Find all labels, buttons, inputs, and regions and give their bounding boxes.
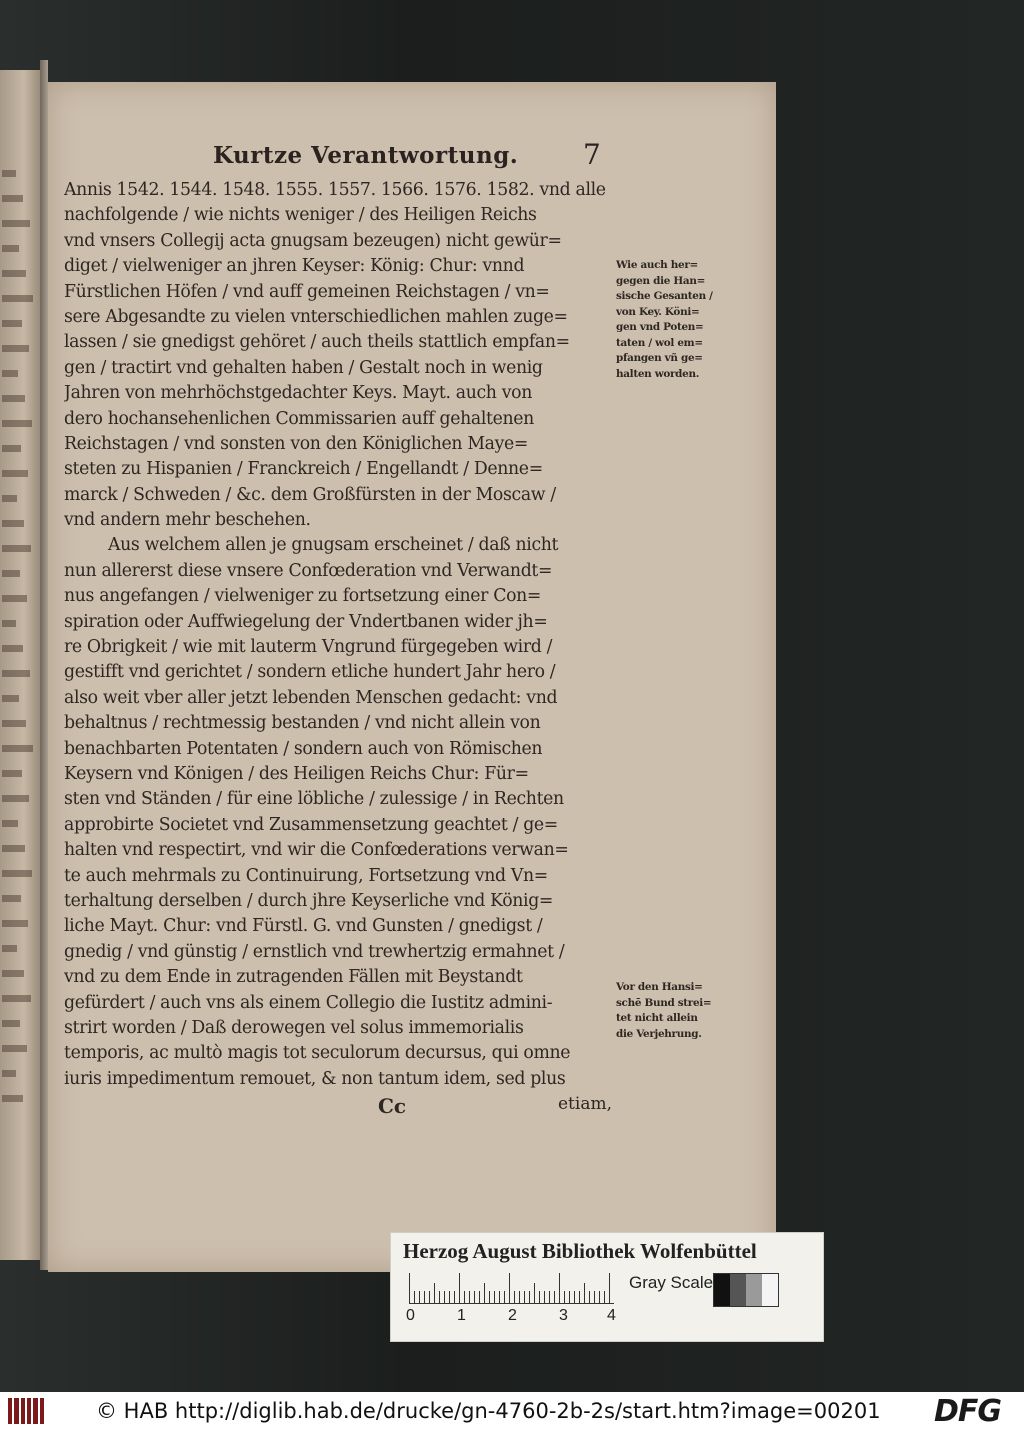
text-line: re Obrigkeit / wie mit lauterm Vngrund fürgegeben wird / (64, 637, 553, 658)
ruler-tick (579, 1291, 580, 1303)
ruler-tick (474, 1291, 475, 1303)
text-line: vnd vnsers Collegij acta gnugsam bezeugen) nicht gewür= (64, 230, 562, 251)
text-line: iuris impedimentum remouet, & non tantum idem, sed plus (64, 1068, 566, 1089)
ruler-tick (589, 1291, 590, 1303)
text-line: halten vnd respectirt, vnd wir die Confœderations verwan= (64, 840, 569, 861)
ruler-tick (509, 1273, 510, 1303)
ruler-tick (529, 1291, 530, 1303)
adjacent-page-text-mark (2, 195, 23, 202)
text-line: diget / vielweniger an jhren Keyser: König: Chur: vnnd (64, 256, 525, 277)
text-line: lassen / sie gnedigst gehöret / auch theils stattlich empfan= (64, 332, 570, 353)
adjacent-page-text-mark (2, 520, 24, 527)
signature-mark: Cc (378, 1094, 407, 1118)
adjacent-page-text-mark (2, 445, 21, 452)
adjacent-page-text-mark (2, 720, 26, 727)
ruler-tick (484, 1283, 485, 1303)
ruler-tick (544, 1291, 545, 1303)
ruler-tick (439, 1291, 440, 1303)
adjacent-page-text-mark (2, 245, 19, 252)
ruler-tick (469, 1291, 470, 1303)
text-line: dero hochansehenlichen Commissarien auff gehaltenen (64, 408, 534, 429)
adjacent-page-text-mark (2, 620, 16, 627)
adjacent-page-text-mark (2, 1045, 27, 1052)
text-line: also weit vber aller jetzt lebenden Menschen gedacht: vnd (64, 687, 558, 708)
ruler-tick (534, 1283, 535, 1303)
gray-scale-card (390, 1232, 824, 1342)
ruler-number: 2 (508, 1307, 517, 1324)
adjacent-page-text-mark (2, 345, 29, 352)
gray-scale-swatches (713, 1273, 779, 1307)
ruler-tick (564, 1291, 565, 1303)
text-line: nus angefangen / vielweniger zu fortsetzung einer Con= (64, 586, 542, 607)
text-line: nun allererst diese vnsere Confœderation vnd Verwandt= (64, 560, 553, 581)
text-line: marck / Schweden / &c. dem Großfürsten in der Moscaw / (64, 484, 556, 505)
adjacent-page-text-mark (2, 220, 30, 227)
ruler-tick (604, 1291, 605, 1303)
adjacent-page-text-mark (2, 695, 19, 702)
ruler-tick (489, 1291, 490, 1303)
margin-note-line: sische Gesanten / (616, 290, 713, 302)
adjacent-page-text-mark (2, 320, 22, 327)
margin-note-2 (616, 980, 738, 1042)
ruler-tick (459, 1273, 460, 1303)
adjacent-page-text-mark (2, 820, 18, 827)
ruler-tick (599, 1291, 600, 1303)
gray-swatch (762, 1274, 778, 1306)
running-title: Kurtze Verantwortung. (213, 142, 519, 169)
text-line: steten zu Hispanien / Franckreich / Engellandt / Denne= (64, 459, 543, 480)
margin-note-line: gegen die Han= (616, 274, 705, 287)
margin-note-line: halten worden. (616, 367, 700, 380)
text-line: sere Abgesandte zu vielen vnterschiedlichen mahlen zuge= (64, 306, 568, 327)
ruler-tick (414, 1291, 415, 1303)
margin-note-line: Vor den Hansi= (616, 981, 703, 993)
adjacent-page-text-mark (2, 420, 32, 427)
margin-note-line: taten / wol em= (616, 336, 703, 349)
text-line: gen / tractirt vnd gehalten haben / Gestalt noch in wenig (64, 357, 543, 378)
text-line: vnd zu dem Ende in zutragenden Fällen mit Beystandt (64, 967, 523, 988)
adjacent-page-edge (0, 70, 40, 1260)
adjacent-page-text-mark (2, 870, 32, 877)
adjacent-page-text-mark (2, 970, 24, 977)
text-line: Jahren von mehrhöchstgedachter Keys. Mayt. auch von (64, 383, 532, 404)
ruler-tick (569, 1291, 570, 1303)
margin-note-line: Wie auch her= (616, 259, 698, 271)
text-line: liche Mayt. Chur: vnd Fürstl. G. vnd Gunsten / gnedigst / (64, 916, 543, 937)
margin-note-1 (616, 258, 738, 382)
ruler-tick (409, 1273, 410, 1303)
ruler-tick (464, 1291, 465, 1303)
adjacent-page-text-mark (2, 770, 22, 777)
ruler-tick (444, 1291, 445, 1303)
text-line: behaltnus / rechtmessig bestanden / vnd nicht allein von (64, 713, 541, 734)
ruler-tick (594, 1291, 595, 1303)
margin-note-line: gen vnd Poten= (616, 321, 704, 333)
ruler-number: 4 (607, 1307, 616, 1324)
adjacent-page-text-mark (2, 470, 28, 477)
ruler-tick (454, 1291, 455, 1303)
adjacent-page-text-mark (2, 270, 26, 277)
footer-bar (0, 1392, 1024, 1432)
adjacent-page-text-mark (2, 670, 30, 677)
ruler (409, 1273, 614, 1304)
text-line: benachbarten Potentaten / sondern auch von Römischen (64, 738, 543, 759)
margin-note-line: pfangen vñ ge= (616, 352, 703, 364)
ruler-tick (429, 1291, 430, 1303)
margin-note-line: von Key. Köni= (616, 305, 700, 318)
adjacent-page-text-mark (2, 570, 20, 577)
margin-note-line: schē Bund strei= (616, 996, 712, 1009)
book-spine (40, 60, 48, 1270)
adjacent-page-text-mark (2, 1020, 20, 1027)
text-line: spiration oder Auffwiegelung der Vndertbanen wider jh= (64, 611, 548, 632)
gray-swatch (714, 1274, 730, 1306)
text-line: approbirte Societet vnd Zusammensetzung geachtet / ge= (64, 814, 558, 835)
catchword: etiam, (558, 1094, 612, 1114)
margin-note-line: die Verjehrung. (616, 1027, 702, 1040)
ruler-number: 0 (406, 1307, 415, 1324)
adjacent-page-text-mark (2, 595, 27, 602)
source-credit-link[interactable]: © HAB http://diglib.hab.de/drucke/gn-4760-2b-2s/start.htm?image=00201 (96, 1399, 881, 1423)
gray-swatch (730, 1274, 746, 1306)
ruler-tick (499, 1291, 500, 1303)
ruler-number: 1 (457, 1307, 466, 1324)
adjacent-page-text-mark (2, 395, 25, 402)
adjacent-page-text-mark (2, 545, 31, 552)
text-line: temporis, ac multò magis tot seculorum decursus, qui omne (64, 1043, 571, 1064)
adjacent-page-text-mark (2, 1070, 16, 1077)
ruler-tick (559, 1273, 560, 1303)
adjacent-page-text-mark (2, 795, 29, 802)
card-title: Herzog August Bibliothek Wolfenbüttel (403, 1239, 757, 1263)
ruler-tick (479, 1291, 480, 1303)
gray-swatch (746, 1274, 762, 1306)
ruler-tick (609, 1273, 610, 1303)
text-line: Annis 1542. 1544. 1548. 1555. 1557. 1566. 1576. 1582. vnd alle (64, 180, 606, 200)
text-line: Keysern vnd Königen / des Heiligen Reichs Chur: Für= (64, 763, 529, 784)
ruler-tick (434, 1283, 435, 1303)
ruler-tick (514, 1291, 515, 1303)
adjacent-page-text-mark (2, 845, 25, 852)
text-line: Aus welchem allen je gnugsam erscheinet / daß nicht (108, 535, 559, 556)
adjacent-page-text-mark (2, 895, 21, 902)
adjacent-page-text-mark (2, 370, 18, 377)
page-number: 7 (583, 138, 601, 171)
ruler-tick (424, 1291, 425, 1303)
adjacent-page-text-mark (2, 645, 23, 652)
text-line: Reichstagen / vnd sonsten von den Königlichen Maye= (64, 433, 529, 454)
ruler-tick (494, 1291, 495, 1303)
ruler-tick (584, 1283, 585, 1303)
adjacent-page-text-mark (2, 945, 17, 952)
gray-scale-label: Gray Scale (629, 1273, 714, 1292)
text-line: nachfolgende / wie nichts weniger / des Heiligen Reichs (64, 205, 537, 226)
adjacent-page-text-mark (2, 295, 33, 302)
text-line: gefürdert / auch vns als einem Collegio die Iustitz admini- (64, 992, 553, 1013)
ruler-tick (574, 1291, 575, 1303)
ruler-tick (504, 1291, 505, 1303)
hab-logo-icon[interactable] (8, 1398, 44, 1424)
ruler-tick (419, 1291, 420, 1303)
text-line: gestifft vnd gerichtet / sondern etliche hundert Jahr hero / (64, 662, 556, 683)
adjacent-page-text-mark (2, 995, 31, 1002)
ruler-tick (554, 1291, 555, 1303)
ruler-tick (549, 1291, 550, 1303)
ruler-tick (539, 1291, 540, 1303)
text-line: Fürstlichen Höfen / vnd auff gemeinen Reichstagen / vn= (64, 281, 550, 302)
ruler-number: 3 (559, 1307, 568, 1324)
body-text (64, 178, 609, 1092)
document-page (48, 82, 776, 1272)
ruler-tick (524, 1291, 525, 1303)
adjacent-page-text-mark (2, 495, 17, 502)
text-line: terhaltung derselben / durch jhre Keyserliche vnd König= (64, 890, 554, 911)
text-line: sten vnd Ständen / für eine löbliche / zulessige / in Rechten (64, 789, 564, 810)
text-line: gnedig / vnd günstig / ernstlich vnd trewhertzig ermahnet / (64, 941, 565, 962)
adjacent-page-text-mark (2, 1095, 23, 1102)
dfg-logo[interactable]: DFG (934, 1394, 1002, 1429)
text-line: vnd andern mehr beschehen. (64, 510, 311, 531)
adjacent-page-text-mark (2, 745, 33, 752)
adjacent-page-text-mark (2, 170, 16, 177)
text-line: strirt worden / Daß derowegen vel solus immemorialis (64, 1017, 524, 1038)
text-line: te auch mehrmals zu Continuirung, Fortsetzung vnd Vn= (64, 865, 548, 886)
margin-note-line: tet nicht allein (616, 1012, 698, 1024)
adjacent-page-text-mark (2, 920, 28, 927)
ruler-tick (519, 1291, 520, 1303)
ruler-tick (449, 1291, 450, 1303)
